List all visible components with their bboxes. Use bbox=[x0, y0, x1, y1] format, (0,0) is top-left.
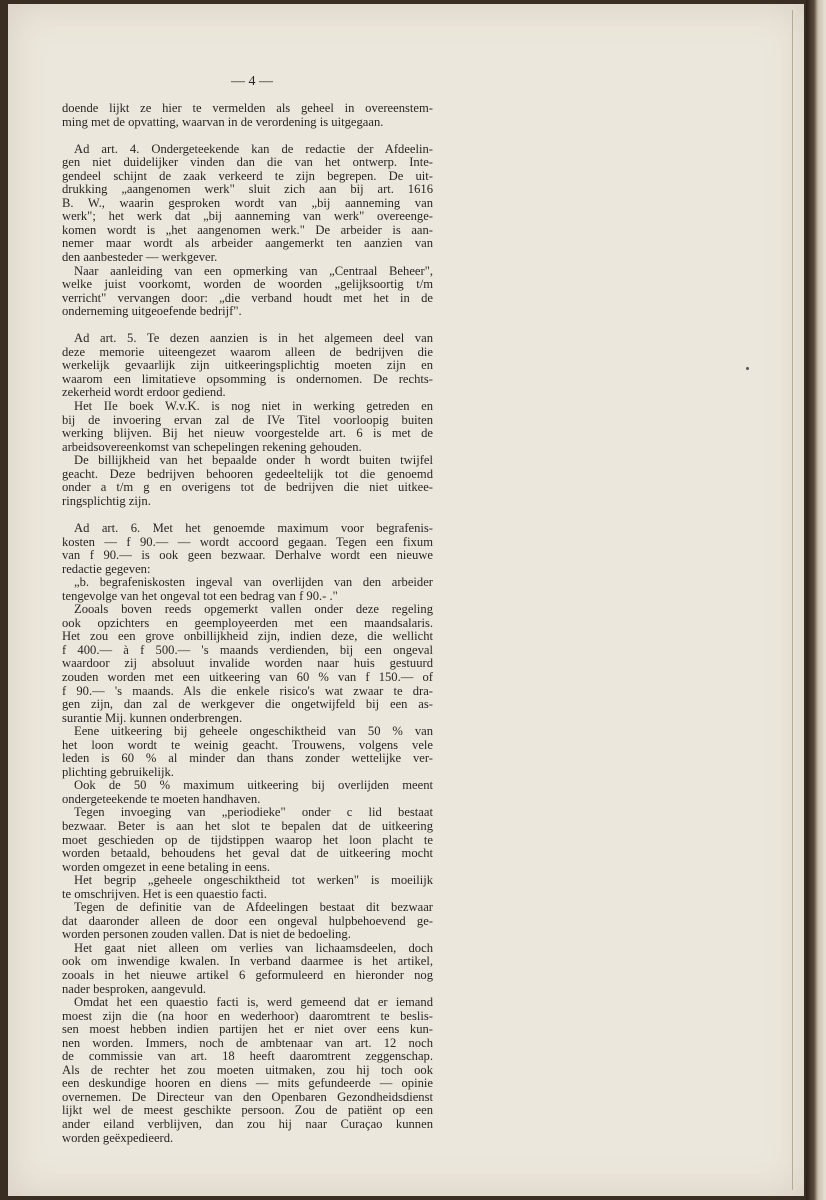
text-line: werking blijven. Bij het nieuw voorgestelde art. 6 is met de bbox=[62, 426, 433, 441]
text-line: deze memorie uiteengezet waarom alleen de bedrijven die bbox=[62, 344, 433, 359]
text-line: den aanbesteder — werkgever. bbox=[62, 250, 218, 265]
text-line: waarom een limitatieve opsomming is ondernomen. De rechts- bbox=[62, 371, 433, 386]
text-line: surantie Mij. kunnen onderbrengen. bbox=[62, 710, 243, 725]
text-line: sen moest hebben indien partijen het er niet over eens kun- bbox=[62, 1022, 433, 1037]
text-line: worden personen zouden vallen. Dat is niet de bedoeling. bbox=[62, 927, 351, 942]
text-line: ook om inwendige kwalen. In verband daarmee is het artikel, bbox=[62, 954, 433, 969]
text-line: Tegen de definitie van de Afdeelingen bestaat dit bezwaar bbox=[74, 900, 433, 915]
paragraph-gap bbox=[62, 508, 433, 522]
text-line: kosten — f 90.— — wordt accoord gegaan. Tegen een fixum bbox=[62, 534, 433, 549]
text-line: ming met de opvatting, waarvan in de verordening is uitgegaan. bbox=[62, 114, 384, 129]
text-line: „b. begrafeniskosten ingeval van overlijden van den arbeider bbox=[74, 575, 433, 590]
text-line: werk"; het werk dat „bij aanneming van werk" overeenge- bbox=[62, 209, 433, 224]
text-line: waardoor zij absoluut invalide worden naar huis gestuurd bbox=[62, 656, 433, 671]
text-line: dat daaronder alleen de door een ongeval hulpbehoevend ge- bbox=[62, 913, 433, 928]
text-line: zooals in het nieuwe artikel 6 geformuleerd en hieronder nog bbox=[62, 968, 433, 982]
text-line: zekerheid wordt erdoor gediend. bbox=[62, 385, 226, 400]
paragraph-gap bbox=[62, 129, 433, 143]
text-line: doende lijkt ze hier te vermelden als geheel in overeenstem- bbox=[62, 101, 433, 115]
text-line: welke juist voorkomt, worden de woorden „gelijksoortig t/m bbox=[62, 277, 433, 292]
dust-speck bbox=[746, 367, 749, 370]
text-line: bezwaar. Beter is aan het slot te bepalen dat de uitkeering bbox=[62, 818, 433, 833]
text-line: onderneming uitgeoefende bedrijf". bbox=[62, 304, 242, 319]
page-number: — 4 — bbox=[231, 74, 273, 89]
text-line: komen wordt is „het aangenomen werk." De arbeider is aan- bbox=[62, 222, 433, 237]
text-line: te omschrijven. Het is een quaestio facti. bbox=[62, 886, 267, 901]
text-line: Het begrip „geheele ongeschiktheid tot werken" is moeilijk bbox=[74, 873, 433, 888]
text-line: ook opzichters en geemployeerden met een maandsalaris. bbox=[62, 615, 433, 630]
text-line: werkelijk gevaarlijk zijn uitkeeringsplichtig moeten zijn en bbox=[62, 358, 433, 373]
text-line: de commissie van art. 18 heeft daaromtrent zeggenschap. bbox=[62, 1049, 433, 1064]
text-line: het loon wordt te weinig geacht. Trouwens, volgens vele bbox=[62, 737, 433, 752]
text-line: Als de rechter het zou moeten uitmaken, zou hij toch ook bbox=[62, 1062, 433, 1077]
text-line: Ad art. 4. Ondergeteekende kan de redactie der Afdeelin- bbox=[74, 141, 433, 156]
page-edge-line bbox=[792, 10, 793, 1190]
text-line: Het IIe boek W.v.K. is nog niet in werking getreden en bbox=[74, 399, 433, 414]
text-line: arbeidsovereenkomst van schepelingen rekening gehouden. bbox=[62, 439, 362, 454]
text-line: Het gaat niet alleen om verlies van lichaamsdeelen, doch bbox=[74, 940, 433, 955]
text-line: Naar aanleiding van een opmerking van „Centraal Beheer", bbox=[74, 263, 433, 278]
text-line: Omdat het een quaestio facti is, werd gemeend dat er iemand bbox=[74, 995, 433, 1010]
text-line: nader besproken, aangevuld. bbox=[62, 981, 207, 996]
text-line: tengevolge van het ongeval tot een bedrag van f 90.- ." bbox=[62, 588, 338, 603]
text-line: overnemen. De Directeur van den Openbaren Gezondheidsdienst bbox=[62, 1089, 433, 1104]
text-line: Zooals boven reeds opgemerkt vallen onder deze regeling bbox=[74, 602, 433, 617]
text-line: moet geschieden op de tijdstippen waarop het loon placht te bbox=[62, 832, 433, 847]
text-line: gendeel schijnt de zaak verkeerd te zijn begrepen. De uit- bbox=[62, 168, 433, 183]
text-line: leden is 60 % al minder dan thans zonder wettelijke ver- bbox=[62, 751, 433, 766]
text-line: worden betaald, behoudens het geval dat de uitkeering mocht bbox=[62, 846, 433, 861]
text-line: lijkt wel de meest geschikte persoon. Zou de patiënt op een bbox=[62, 1103, 433, 1118]
text-line: Ad art. 5. Te dezen aanzien is in het algemeen deel van bbox=[74, 331, 433, 346]
text-line: Ad art. 6. Met het genoemde maximum voor begrafenis- bbox=[74, 520, 433, 535]
text-line: B. W., waarin gesproken wordt van „bij aanneming van bbox=[62, 195, 433, 210]
text-line: f 400.— à f 500.— 's maands verdienden, bij een ongeval bbox=[62, 642, 433, 657]
text-line: gen niet duidelijker vinden dan die van het ontwerp. Inte- bbox=[62, 155, 433, 170]
body-text bbox=[62, 102, 433, 1145]
text-line: nemer maar wordt als arbeider aangemerkt ten aanzien van bbox=[62, 236, 433, 251]
text-line: moest zijn die (na hoor en wederhoor) daaromtrent te beslis- bbox=[62, 1008, 433, 1023]
text-line: redactie gegeven: bbox=[62, 561, 151, 576]
text-line: Het zou een grove onbillijkheid zijn, indien deze, die wellicht bbox=[62, 629, 433, 644]
text-line: worden omgezet in eene betaling in eens. bbox=[62, 859, 271, 874]
text-line: geacht. Deze bedrijven behooren gedeeltelijk tot die genoemd bbox=[62, 466, 433, 481]
text-line: Ook de 50 % maximum uitkeering bij overlijden meent bbox=[74, 778, 433, 793]
text-line: ringsplichtig zijn. bbox=[62, 493, 151, 508]
text-line: Tegen invoeging van „periodieke" onder c lid bestaat bbox=[74, 805, 433, 820]
text-line: drukking „aangenomen werk" sluit zich aan bij art. 1616 bbox=[62, 182, 433, 197]
text-line: f 90.— 's maands. Als die enkele risico's wat zwaar te dra- bbox=[62, 683, 433, 698]
text-line: gen zijn, dan zal de werkgever die ongetwijfeld bij een as- bbox=[62, 697, 433, 712]
text-line: ander eiland verblijven, dan zou hij naar Curaçao kunnen bbox=[62, 1117, 433, 1132]
text-line: zouden worden met een uitkeering van 60 % van f 150.— of bbox=[62, 669, 433, 684]
text-line: plichting gebruikelijk. bbox=[62, 764, 174, 779]
paragraph-gap bbox=[62, 319, 433, 333]
text-line: nen worden. Immers, noch de ambtenaar van art. 12 noch bbox=[62, 1035, 433, 1050]
text-line: verricht" vervangen door: „die verband houdt met het in de bbox=[62, 290, 433, 305]
text-line: een deskundige hooren en diens — mits gefundeerde — opinie bbox=[62, 1076, 433, 1091]
text-line: van f 90.— is ook geen bezwaar. Derhalve wordt een nieuwe bbox=[62, 548, 433, 563]
text-line: bij de invoering ervan zal de IVe Titel voorloopig buiten bbox=[62, 412, 433, 427]
text-line: Eene uitkeering bij geheele ongeschiktheid van 50 % van bbox=[74, 724, 433, 739]
text-line: onder a t/m g en overigens tot de bedrijven die niet uitkee- bbox=[62, 480, 433, 495]
text-line: worden geëxpedieerd. bbox=[62, 1130, 174, 1145]
book-binding bbox=[806, 0, 826, 1200]
text-line: ondergeteekende te moeten handhaven. bbox=[62, 791, 261, 806]
text-line: De billijkheid van het bepaalde onder h wordt buiten twijfel bbox=[74, 453, 433, 468]
